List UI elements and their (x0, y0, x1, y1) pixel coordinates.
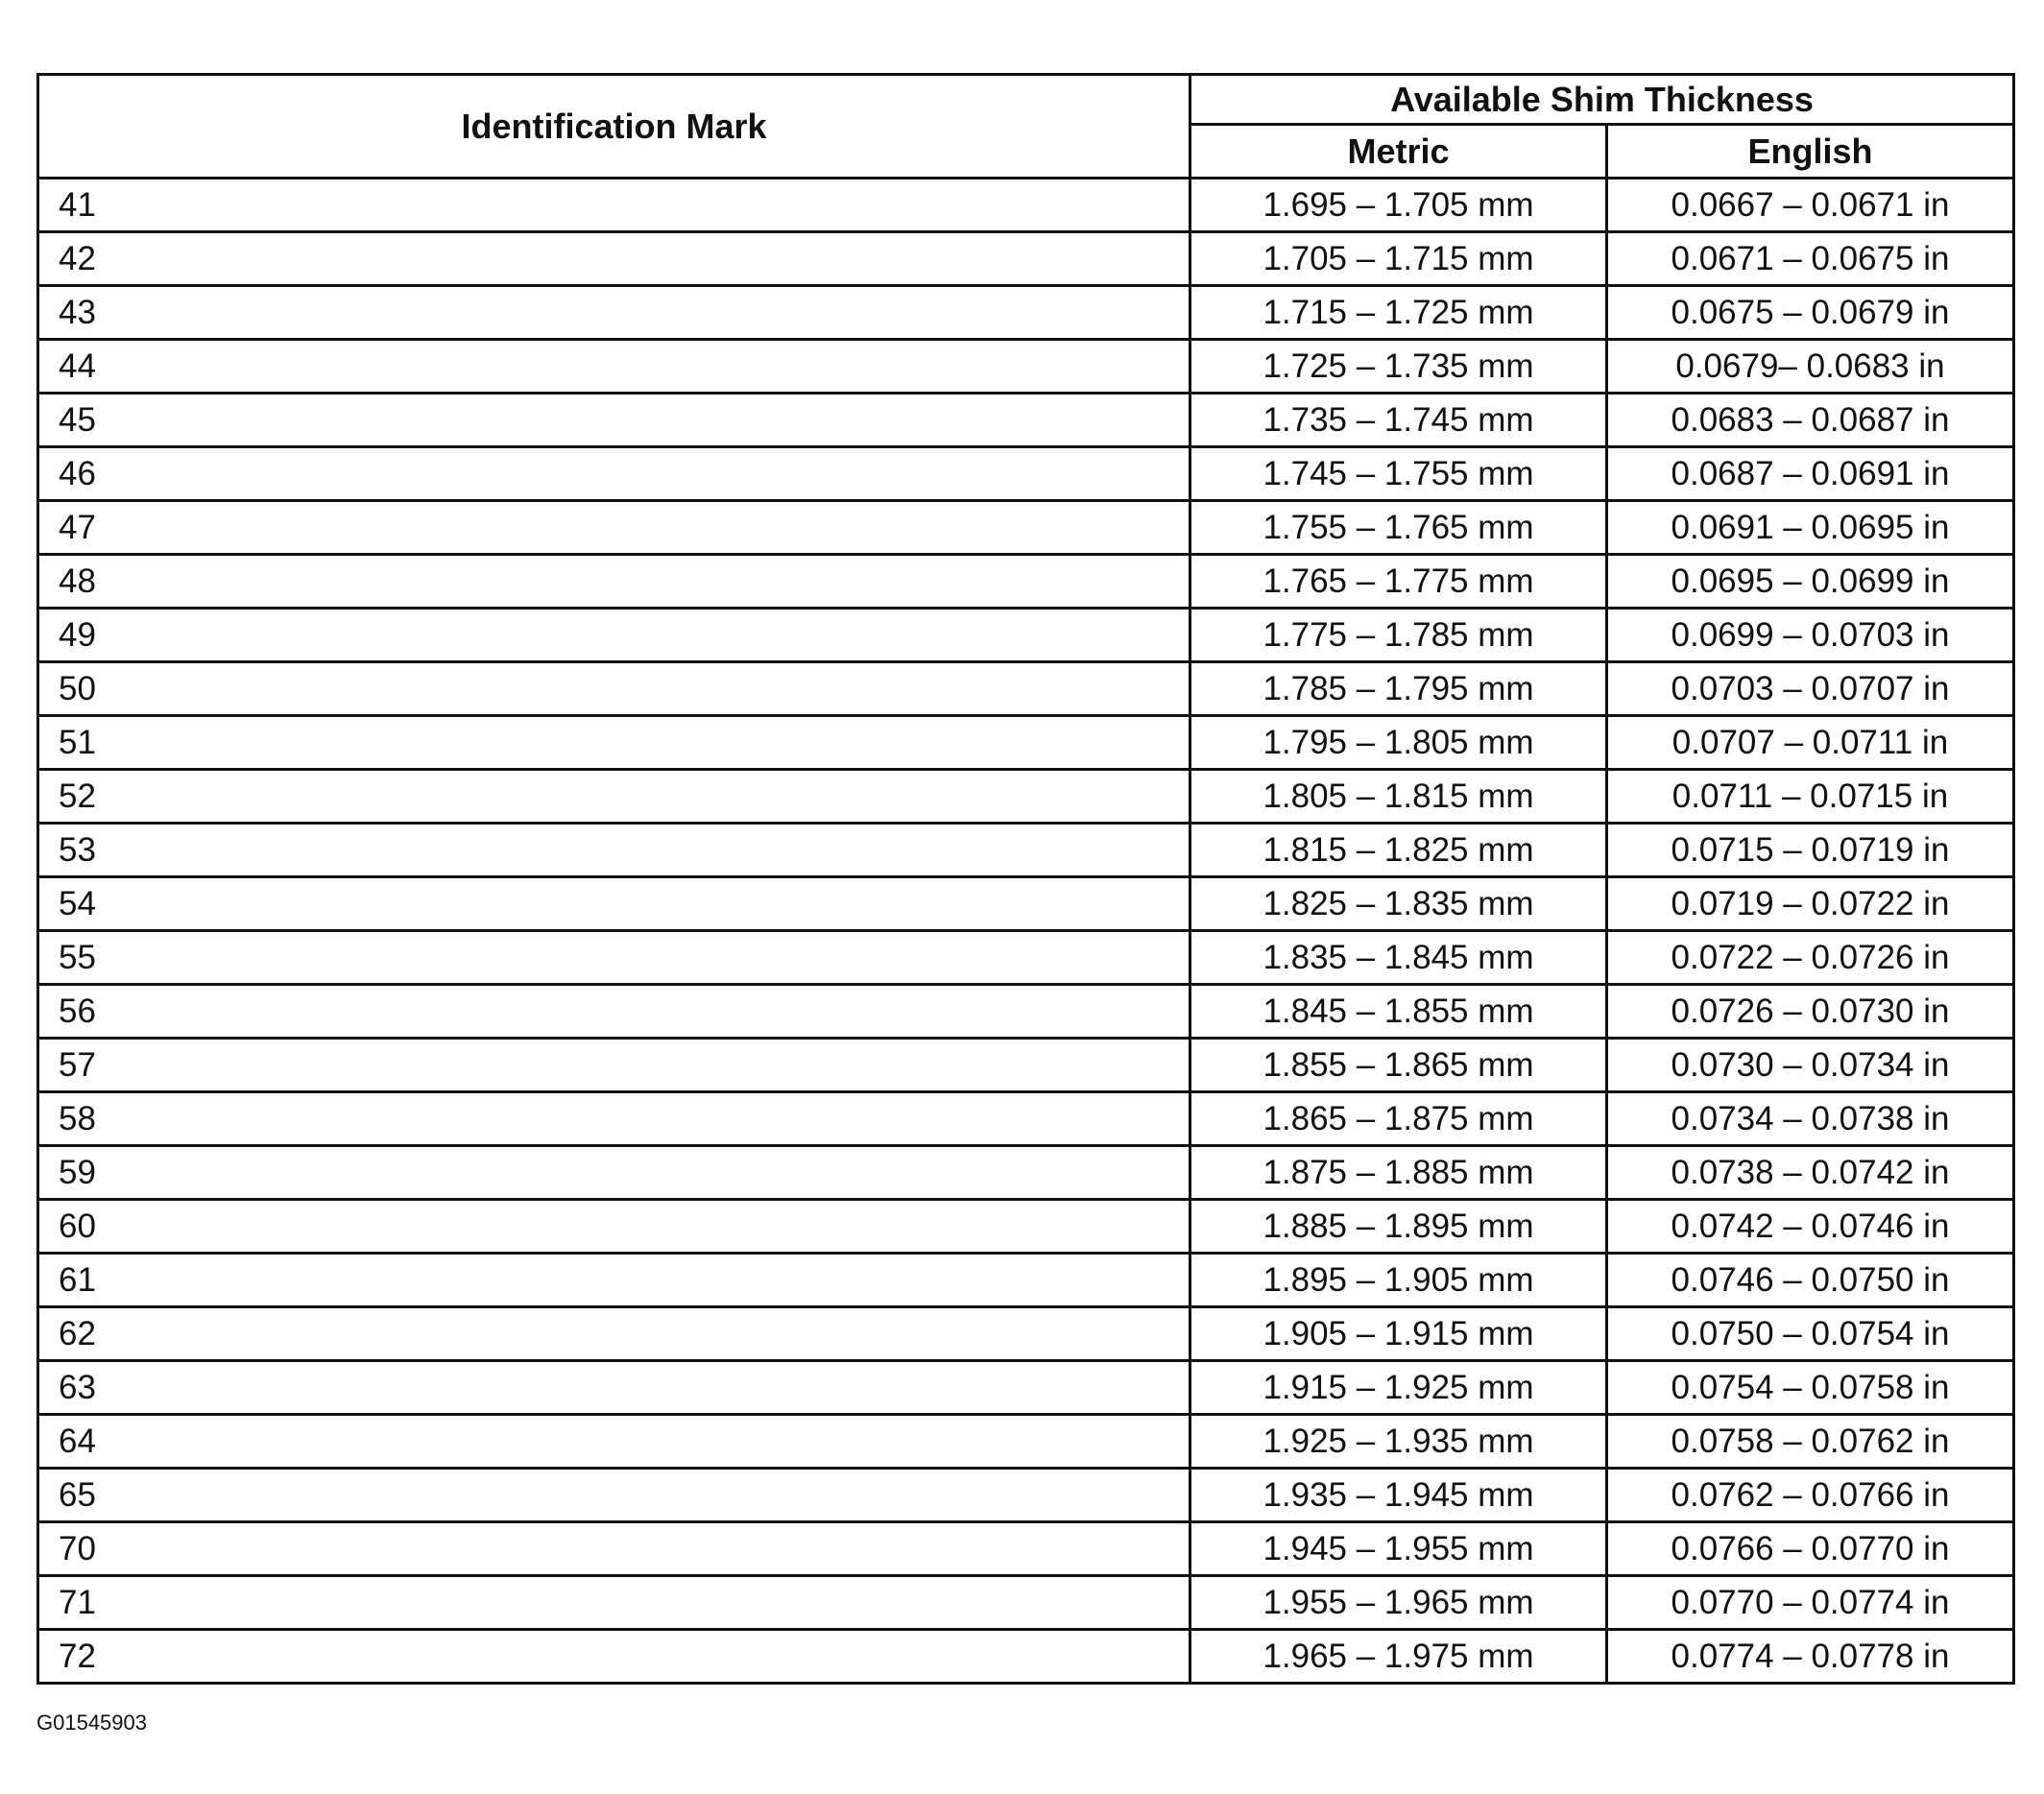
identification-mark-cell: 56 (38, 985, 1190, 1039)
metric-cell: 1.785 – 1.795 mm (1190, 662, 1607, 716)
metric-cell: 1.965 – 1.975 mm (1190, 1630, 1607, 1684)
table-row (38, 1522, 2014, 1576)
english-cell: 0.0738 – 0.0742 in (1607, 1146, 2014, 1200)
metric-cell: 1.735 – 1.745 mm (1190, 394, 1607, 447)
english-cell: 0.0730 – 0.0734 in (1607, 1039, 2014, 1092)
english-cell: 0.0719 – 0.0722 in (1607, 877, 2014, 931)
table-row (38, 555, 2014, 609)
table-row (38, 985, 2014, 1039)
metric-cell: 1.895 – 1.905 mm (1190, 1254, 1607, 1307)
identification-mark-cell: 61 (38, 1254, 1190, 1307)
table-row (38, 340, 2014, 394)
identification-mark-cell: 45 (38, 394, 1190, 447)
english-header: English (1607, 125, 2014, 179)
identification-mark-cell: 72 (38, 1630, 1190, 1684)
metric-cell: 1.945 – 1.955 mm (1190, 1522, 1607, 1576)
table-row (38, 447, 2014, 501)
metric-cell: 1.805 – 1.815 mm (1190, 770, 1607, 824)
table-row (38, 931, 2014, 985)
metric-cell: 1.875 – 1.885 mm (1190, 1146, 1607, 1200)
shim-thickness-table (36, 73, 2015, 1685)
identification-mark-cell: 50 (38, 662, 1190, 716)
english-cell: 0.0726 – 0.0730 in (1607, 985, 2014, 1039)
metric-cell: 1.855 – 1.865 mm (1190, 1039, 1607, 1092)
english-cell: 0.0770 – 0.0774 in (1607, 1576, 2014, 1630)
table-row (38, 1630, 2014, 1684)
identification-mark-cell: 60 (38, 1200, 1190, 1254)
identification-mark-cell: 48 (38, 555, 1190, 609)
metric-cell: 1.705 – 1.715 mm (1190, 232, 1607, 286)
identification-mark-cell: 58 (38, 1092, 1190, 1146)
table-body (38, 179, 2014, 1684)
identification-mark-cell: 71 (38, 1576, 1190, 1630)
table-row (38, 1146, 2014, 1200)
table-row (38, 501, 2014, 555)
english-cell: 0.0679– 0.0683 in (1607, 340, 2014, 394)
identification-mark-header: Identification Mark (38, 75, 1190, 179)
identification-mark-cell: 65 (38, 1469, 1190, 1522)
metric-cell: 1.865 – 1.875 mm (1190, 1092, 1607, 1146)
table-row (38, 394, 2014, 447)
metric-cell: 1.695 – 1.705 mm (1190, 179, 1607, 232)
metric-cell: 1.725 – 1.735 mm (1190, 340, 1607, 394)
metric-cell: 1.765 – 1.775 mm (1190, 555, 1607, 609)
metric-cell: 1.915 – 1.925 mm (1190, 1361, 1607, 1415)
identification-mark-cell: 63 (38, 1361, 1190, 1415)
english-cell: 0.0683 – 0.0687 in (1607, 394, 2014, 447)
table-row (38, 1200, 2014, 1254)
english-cell: 0.0746 – 0.0750 in (1607, 1254, 2014, 1307)
available-shim-thickness-header: Available Shim Thickness (1190, 75, 2014, 125)
table-row (38, 877, 2014, 931)
english-cell: 0.0699 – 0.0703 in (1607, 609, 2014, 662)
english-cell: 0.0675 – 0.0679 in (1607, 286, 2014, 340)
identification-mark-cell: 51 (38, 716, 1190, 770)
metric-cell: 1.825 – 1.835 mm (1190, 877, 1607, 931)
english-cell: 0.0754 – 0.0758 in (1607, 1361, 2014, 1415)
identification-mark-cell: 41 (38, 179, 1190, 232)
table-row (38, 662, 2014, 716)
identification-mark-cell: 64 (38, 1415, 1190, 1469)
table-header (38, 75, 2014, 179)
metric-cell: 1.755 – 1.765 mm (1190, 501, 1607, 555)
identification-mark-cell: 57 (38, 1039, 1190, 1092)
english-cell: 0.0742 – 0.0746 in (1607, 1200, 2014, 1254)
english-cell: 0.0762 – 0.0766 in (1607, 1469, 2014, 1522)
english-cell: 0.0734 – 0.0738 in (1607, 1092, 2014, 1146)
identification-mark-cell: 59 (38, 1146, 1190, 1200)
identification-mark-cell: 54 (38, 877, 1190, 931)
english-cell: 0.0715 – 0.0719 in (1607, 824, 2014, 877)
header-row-top (38, 75, 2014, 125)
table-row (38, 824, 2014, 877)
table-row (38, 609, 2014, 662)
metric-cell: 1.845 – 1.855 mm (1190, 985, 1607, 1039)
english-cell: 0.0695 – 0.0699 in (1607, 555, 2014, 609)
english-cell: 0.0671 – 0.0675 in (1607, 232, 2014, 286)
metric-cell: 1.795 – 1.805 mm (1190, 716, 1607, 770)
english-cell: 0.0758 – 0.0762 in (1607, 1415, 2014, 1469)
table-row (38, 1254, 2014, 1307)
english-cell: 0.0722 – 0.0726 in (1607, 931, 2014, 985)
identification-mark-cell: 55 (38, 931, 1190, 985)
figure-code: G01545903 (36, 1710, 147, 1734)
identification-mark-cell: 70 (38, 1522, 1190, 1576)
english-cell: 0.0750 – 0.0754 in (1607, 1307, 2014, 1361)
metric-cell: 1.815 – 1.825 mm (1190, 824, 1607, 877)
identification-mark-cell: 53 (38, 824, 1190, 877)
table-row (38, 232, 2014, 286)
metric-cell: 1.955 – 1.965 mm (1190, 1576, 1607, 1630)
table-row (38, 770, 2014, 824)
table-row (38, 1576, 2014, 1630)
metric-cell: 1.885 – 1.895 mm (1190, 1200, 1607, 1254)
english-cell: 0.0687 – 0.0691 in (1607, 447, 2014, 501)
table-row (38, 1415, 2014, 1469)
english-cell: 0.0703 – 0.0707 in (1607, 662, 2014, 716)
identification-mark-cell: 49 (38, 609, 1190, 662)
table-row (38, 1092, 2014, 1146)
english-cell: 0.0766 – 0.0770 in (1607, 1522, 2014, 1576)
english-cell: 0.0774 – 0.0778 in (1607, 1630, 2014, 1684)
identification-mark-cell: 47 (38, 501, 1190, 555)
metric-header: Metric (1190, 125, 1607, 179)
metric-cell: 1.905 – 1.915 mm (1190, 1307, 1607, 1361)
identification-mark-cell: 46 (38, 447, 1190, 501)
table-row (38, 1469, 2014, 1522)
identification-mark-cell: 43 (38, 286, 1190, 340)
metric-cell: 1.775 – 1.785 mm (1190, 609, 1607, 662)
metric-cell: 1.925 – 1.935 mm (1190, 1415, 1607, 1469)
english-cell: 0.0691 – 0.0695 in (1607, 501, 2014, 555)
metric-cell: 1.745 – 1.755 mm (1190, 447, 1607, 501)
table-row (38, 716, 2014, 770)
identification-mark-cell: 42 (38, 232, 1190, 286)
english-cell: 0.0667 – 0.0671 in (1607, 179, 2014, 232)
identification-mark-cell: 62 (38, 1307, 1190, 1361)
identification-mark-cell: 44 (38, 340, 1190, 394)
table-row (38, 1039, 2014, 1092)
table-row (38, 1307, 2014, 1361)
table-row (38, 286, 2014, 340)
identification-mark-cell: 52 (38, 770, 1190, 824)
metric-cell: 1.715 – 1.725 mm (1190, 286, 1607, 340)
metric-cell: 1.835 – 1.845 mm (1190, 931, 1607, 985)
metric-cell: 1.935 – 1.945 mm (1190, 1469, 1607, 1522)
english-cell: 0.0707 – 0.0711 in (1607, 716, 2014, 770)
table-row (38, 1361, 2014, 1415)
table-row (38, 179, 2014, 232)
english-cell: 0.0711 – 0.0715 in (1607, 770, 2014, 824)
